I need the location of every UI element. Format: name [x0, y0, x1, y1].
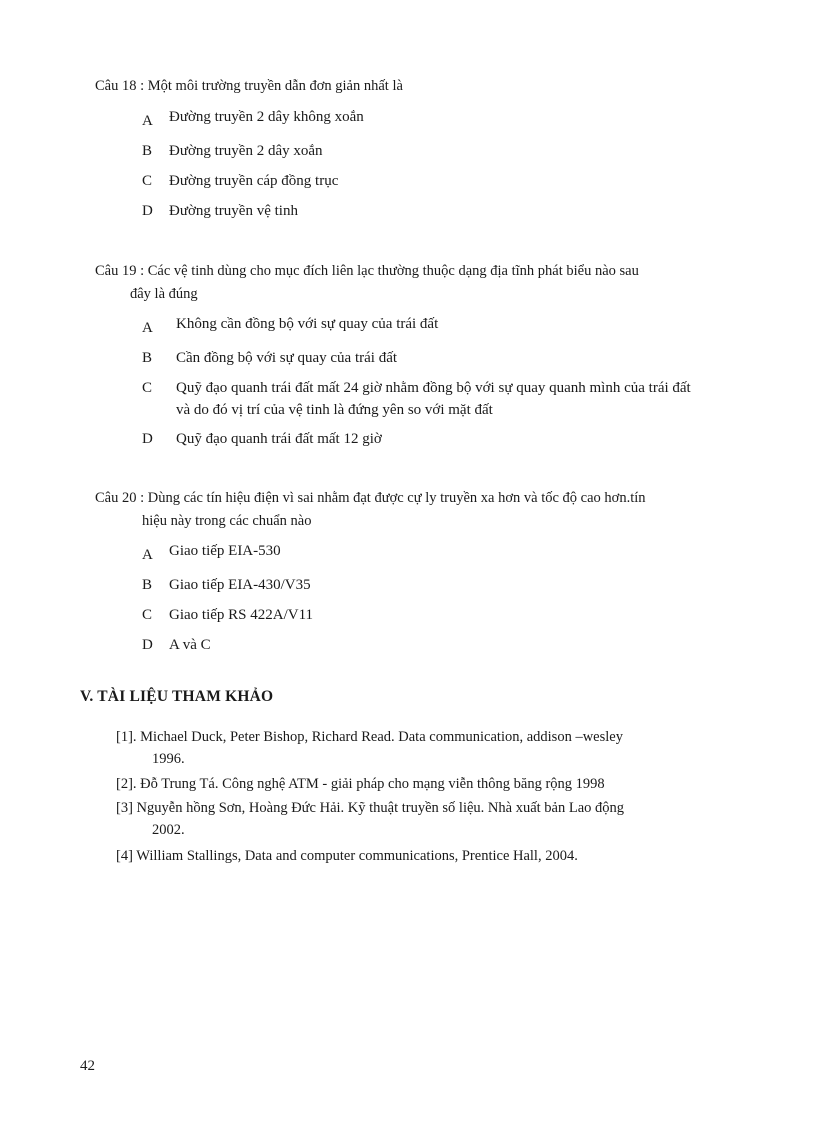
- reference-3-cont: 2002.: [152, 822, 185, 838]
- q20-option-c-text: Giao tiếp RS 422A/V11: [169, 607, 314, 623]
- reference-1: [1]. Michael Duck, Peter Bishop, Richard Read. Data communication, addison –wesley: [116, 729, 623, 745]
- q18-option-a-letter: A: [142, 113, 153, 129]
- q19-option-c-text: Quỹ đạo quanh trái đất mất 24 giờ nhằm đồng bộ với sự quay quanh mình của trái đất: [176, 380, 691, 396]
- q20-option-a-text: Giao tiếp EIA-530: [169, 543, 281, 559]
- question-19-title-cont: đây là đúng: [130, 286, 198, 302]
- reference-1-cont: 1996.: [152, 751, 185, 767]
- page-number: 42: [80, 1058, 95, 1074]
- q20-option-d-text: A và C: [169, 637, 211, 653]
- question-19-title: Câu 19 : Các vệ tinh dùng cho mục đích liên lạc thường thuộc dạng địa tĩnh phát biểu nào sau: [95, 263, 639, 279]
- q20-option-c-letter: C: [142, 607, 153, 623]
- section-heading: V. TÀI LIỆU THAM KHẢO: [80, 688, 274, 705]
- q19-option-b-text: Cần đồng bộ với sự quay của trái đất: [176, 350, 398, 366]
- q18-option-a-text: Đường truyền 2 dây không xoắn: [169, 109, 364, 125]
- q19-option-c-letter: C: [142, 380, 153, 396]
- q20-option-b-letter: B: [142, 577, 153, 593]
- q19-option-d-text: Quỹ đạo quanh trái đất mất 12 giờ: [176, 431, 382, 447]
- question-18-title: Câu 18 : Một môi trường truyền dẫn đơn giản nhất là: [95, 78, 403, 94]
- question-20-title: Câu 20 : Dùng các tín hiệu điện vì sai nhằm đạt được cự ly truyền xa hơn và tốc độ cao hơn.tín: [95, 490, 646, 506]
- q20-option-d-letter: D: [142, 637, 153, 653]
- question-20-title-cont: hiệu này trong các chuẩn nào: [142, 513, 312, 529]
- reference-4: [4] William Stallings, Data and computer communications, Prentice Hall, 2004.: [116, 848, 578, 864]
- q20-option-b-text: Giao tiếp EIA-430/V35: [169, 577, 311, 593]
- q18-option-b-text: Đường truyền 2 dây xoắn: [169, 143, 323, 159]
- q18-option-d-letter: D: [142, 203, 153, 219]
- q19-option-b-letter: B: [142, 350, 153, 366]
- reference-3: [3] Nguyễn hồng Sơn, Hoàng Đức Hải. Kỹ thuật truyền số liệu. Nhà xuất bản Lao động: [116, 800, 625, 816]
- q18-option-d-text: Đường truyền vệ tinh: [169, 203, 298, 219]
- q19-option-a-text: Không cần đồng bộ với sự quay của trái đất: [176, 316, 439, 332]
- q20-option-a-letter: A: [142, 547, 153, 563]
- q19-option-c-text-cont: và do đó vị trí của vệ tinh là đứng yên so với mặt đất: [176, 402, 493, 418]
- reference-2: [2]. Đỗ Trung Tá. Công nghệ ATM - giải pháp cho mạng viễn thông băng rộng 1998: [116, 776, 605, 792]
- q19-option-d-letter: D: [142, 431, 153, 447]
- q19-option-a-letter: A: [142, 320, 153, 336]
- q18-option-c-text: Đường truyền cáp đồng trục: [169, 173, 339, 189]
- q18-option-c-letter: C: [142, 173, 153, 189]
- q18-option-b-letter: B: [142, 143, 153, 159]
